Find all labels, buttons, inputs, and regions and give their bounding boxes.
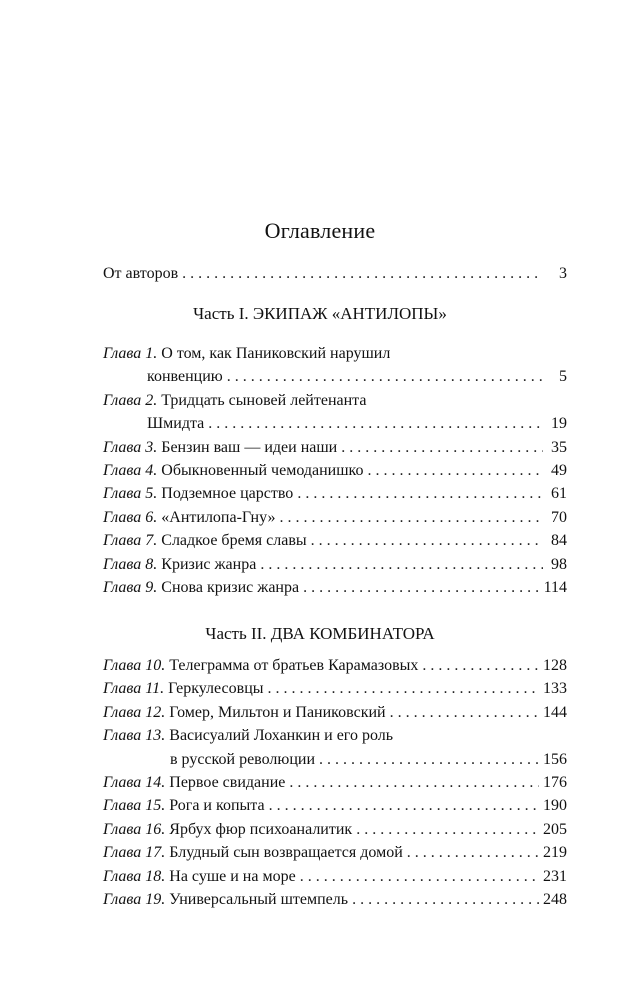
chapter-title: Тридцать сыновей лейтенанта: [161, 391, 367, 409]
chapter-label: Глава 13.: [103, 727, 166, 745]
leader-dots: [297, 482, 543, 505]
leader-dots: [289, 771, 539, 794]
page-number: 49: [551, 462, 567, 480]
page-number: 156: [543, 750, 567, 768]
chapter-entry: [103, 389, 567, 436]
chapter-title: Телеграмма от братьев Карамазовых: [169, 657, 419, 674]
chapter-label: Глава 11.: [103, 680, 165, 698]
leader-dots: [390, 701, 539, 724]
chapter-entry: [103, 529, 567, 552]
leader-dots: [269, 794, 539, 817]
chapter-entry: [103, 841, 567, 864]
chapter-entry: [103, 654, 567, 677]
chapter-entry: [103, 482, 567, 505]
page-number: 248: [543, 891, 567, 909]
toc-title: Оглавление: [264, 218, 376, 243]
leader-dots: [303, 576, 540, 599]
chapter-entry: [103, 576, 567, 599]
chapter-label: Глава 2.: [103, 391, 158, 409]
chapter-label: Глава 19.: [103, 891, 166, 909]
chapter-title: Ярбух фюр психоаналитик: [169, 820, 353, 838]
chapter-title: Гомер, Мильтон и Паниковский: [169, 703, 386, 721]
entry-text: От авторов: [103, 265, 179, 282]
chapter-entry: [103, 506, 567, 529]
page-number: 176: [543, 774, 567, 792]
chapter-title: Сладкое бремя славы: [161, 532, 307, 550]
toc-intro-entry: [103, 262, 567, 285]
chapter-title: Снова кризис жанра: [161, 579, 300, 597]
leader-dots: [268, 677, 539, 700]
part-1-chapters: [103, 342, 567, 599]
leader-dots: [407, 841, 539, 864]
chapter-title: Геркулесовцы: [168, 680, 264, 698]
page-number: 205: [543, 820, 567, 838]
leader-dots: [260, 553, 543, 576]
chapter-label: Глава 1.: [103, 345, 158, 362]
chapter-title: Первое свидание: [169, 774, 286, 792]
page-number: 5: [559, 368, 567, 386]
page-number: 70: [551, 508, 567, 526]
chapter-label: Глава 8.: [103, 555, 158, 573]
chapter-title-cont: в русской революции: [170, 750, 316, 768]
chapter-entry: [103, 865, 567, 888]
leader-dots: [356, 818, 539, 841]
leader-dots: [300, 865, 539, 888]
chapter-label: Глава 4.: [103, 462, 158, 480]
leader-dots: [280, 506, 543, 529]
chapter-entry: [103, 677, 567, 700]
leader-dots: [341, 436, 543, 459]
chapter-label: Глава 9.: [103, 579, 158, 597]
part-title: Часть II. ДВА КОМБИНАТОРА: [205, 624, 435, 643]
leader-dots: [182, 262, 543, 285]
leader-dots: [368, 459, 543, 482]
leader-dots: [311, 529, 543, 552]
page-number: 61: [551, 485, 567, 503]
part-2-chapters: [103, 654, 567, 911]
chapter-title-cont: Шмидта: [147, 415, 205, 433]
chapter-entry: [103, 459, 567, 482]
chapter-entry: [103, 771, 567, 794]
chapter-title: Кризис жанра: [161, 555, 257, 573]
leader-dots: [227, 365, 543, 388]
chapter-label: Глава 6.: [103, 508, 158, 526]
part-title: Часть I. ЭКИПАЖ «АНТИЛОПЫ»: [193, 304, 447, 323]
chapter-label: Глава 10.: [103, 657, 166, 674]
leader-dots: [208, 412, 543, 435]
chapter-title: Рога и копыта: [169, 797, 265, 815]
chapter-title: На суше и на море: [169, 867, 296, 885]
page-number: 84: [551, 532, 567, 550]
chapter-title: Блудный сын возвращается домой: [169, 844, 403, 862]
leader-dots: [319, 748, 539, 771]
chapter-label: Глава 16.: [103, 820, 166, 838]
page-number: 19: [551, 415, 567, 433]
page-number: 98: [551, 555, 567, 573]
chapter-label: Глава 14.: [103, 774, 166, 792]
chapter-entry: [103, 342, 567, 389]
chapter-title: Васисуалий Лоханкин и его роль: [169, 727, 394, 745]
page-number: 219: [543, 844, 567, 862]
chapter-title-cont: конвенцию: [147, 368, 223, 386]
chapter-entry: [103, 888, 567, 911]
page-number: 231: [543, 867, 567, 885]
page-number: 133: [543, 680, 567, 698]
chapter-title: Обыкновенный чемоданишко: [161, 462, 364, 480]
chapter-label: Глава 17.: [103, 844, 166, 862]
chapter-label: Глава 15.: [103, 797, 166, 815]
page-number: 3: [559, 265, 567, 282]
page-number: 190: [543, 797, 567, 815]
chapter-entry: [103, 724, 567, 771]
chapter-entry: [103, 701, 567, 724]
chapter-label: Глава 7.: [103, 532, 158, 550]
chapter-label: Глава 3.: [103, 438, 158, 456]
page-number: 35: [551, 438, 567, 456]
chapter-label: Глава 18.: [103, 867, 166, 885]
chapter-title: О том, как Паниковский нарушил: [161, 345, 391, 362]
chapter-label: Глава 5.: [103, 485, 158, 503]
chapter-title: Бензин ваш — идеи наши: [161, 438, 338, 456]
chapter-entry: [103, 794, 567, 817]
chapter-entry: [103, 553, 567, 576]
page-number: 114: [543, 579, 567, 597]
page-number: 144: [543, 703, 567, 721]
chapter-entry: [103, 436, 567, 459]
leader-dots: [352, 888, 539, 911]
leader-dots: [422, 654, 539, 677]
chapter-entry: [103, 818, 567, 841]
chapter-title: Универсальный штемпель: [169, 891, 349, 909]
page-number: 128: [543, 657, 567, 674]
chapter-title: «Антилопа-Гну»: [161, 508, 276, 526]
chapter-label: Глава 12.: [103, 703, 166, 721]
chapter-title: Подземное царство: [161, 485, 294, 503]
